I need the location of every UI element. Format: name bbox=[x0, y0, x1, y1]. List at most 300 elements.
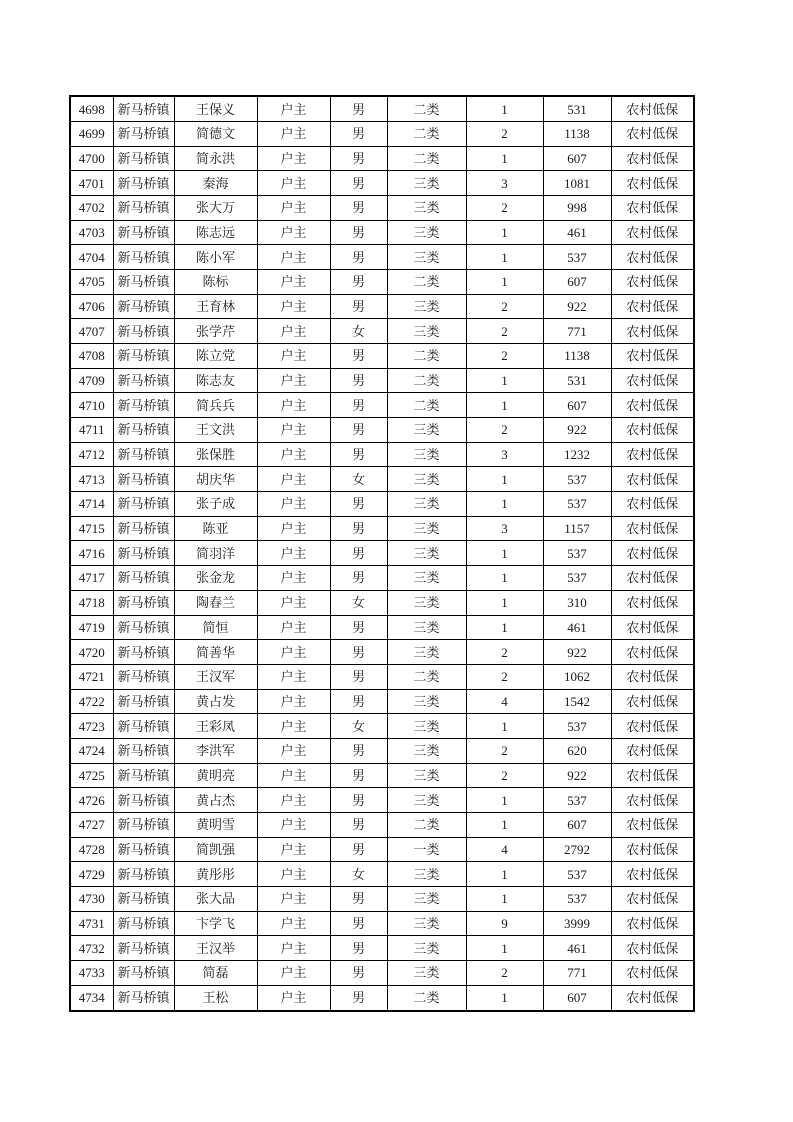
cell-category: 三类 bbox=[387, 911, 466, 936]
cell-name: 陶春兰 bbox=[174, 590, 257, 615]
cell-category: 一类 bbox=[387, 837, 466, 862]
cell-type: 农村低保 bbox=[611, 936, 694, 961]
cell-name: 黄明亮 bbox=[174, 763, 257, 788]
table-row bbox=[70, 689, 694, 714]
cell-gender: 男 bbox=[330, 368, 387, 393]
cell-id: 4717 bbox=[70, 566, 113, 591]
cell-gender: 女 bbox=[330, 319, 387, 344]
cell-name: 胡庆华 bbox=[174, 467, 257, 492]
cell-amount: 607 bbox=[543, 270, 611, 295]
cell-amount: 922 bbox=[543, 763, 611, 788]
table-row bbox=[70, 196, 694, 221]
cell-type: 农村低保 bbox=[611, 442, 694, 467]
cell-name: 陈志友 bbox=[174, 368, 257, 393]
cell-id: 4730 bbox=[70, 886, 113, 911]
cell-relation: 户主 bbox=[257, 590, 330, 615]
table-row bbox=[70, 590, 694, 615]
cell-count: 2 bbox=[466, 738, 543, 763]
cell-name: 简德文 bbox=[174, 122, 257, 147]
cell-category: 二类 bbox=[387, 664, 466, 689]
cell-amount: 537 bbox=[543, 714, 611, 739]
cell-relation: 户主 bbox=[257, 615, 330, 640]
cell-name: 张大万 bbox=[174, 196, 257, 221]
cell-type: 农村低保 bbox=[611, 566, 694, 591]
cell-relation: 户主 bbox=[257, 171, 330, 196]
cell-id: 4700 bbox=[70, 146, 113, 171]
cell-relation: 户主 bbox=[257, 886, 330, 911]
cell-id: 4707 bbox=[70, 319, 113, 344]
cell-town: 新马桥镇 bbox=[113, 541, 174, 566]
cell-amount: 3999 bbox=[543, 911, 611, 936]
cell-town: 新马桥镇 bbox=[113, 936, 174, 961]
cell-category: 二类 bbox=[387, 368, 466, 393]
table-row bbox=[70, 245, 694, 270]
table-row bbox=[70, 294, 694, 319]
cell-count: 1 bbox=[466, 96, 543, 122]
cell-type: 农村低保 bbox=[611, 196, 694, 221]
cell-gender: 男 bbox=[330, 270, 387, 295]
cell-town: 新马桥镇 bbox=[113, 294, 174, 319]
cell-type: 农村低保 bbox=[611, 220, 694, 245]
cell-relation: 户主 bbox=[257, 689, 330, 714]
cell-category: 三类 bbox=[387, 640, 466, 665]
cell-relation: 户主 bbox=[257, 319, 330, 344]
table-body bbox=[70, 96, 694, 1011]
cell-gender: 男 bbox=[330, 541, 387, 566]
cell-town: 新马桥镇 bbox=[113, 442, 174, 467]
cell-count: 2 bbox=[466, 640, 543, 665]
cell-town: 新马桥镇 bbox=[113, 393, 174, 418]
cell-count: 2 bbox=[466, 196, 543, 221]
cell-gender: 男 bbox=[330, 171, 387, 196]
cell-amount: 1062 bbox=[543, 664, 611, 689]
cell-category: 三类 bbox=[387, 738, 466, 763]
cell-category: 三类 bbox=[387, 886, 466, 911]
cell-town: 新马桥镇 bbox=[113, 590, 174, 615]
table-row bbox=[70, 442, 694, 467]
cell-id: 4714 bbox=[70, 492, 113, 517]
cell-amount: 620 bbox=[543, 738, 611, 763]
cell-count: 1 bbox=[466, 590, 543, 615]
table-row bbox=[70, 418, 694, 443]
cell-category: 三类 bbox=[387, 319, 466, 344]
cell-type: 农村低保 bbox=[611, 862, 694, 887]
cell-relation: 户主 bbox=[257, 788, 330, 813]
cell-type: 农村低保 bbox=[611, 615, 694, 640]
cell-id: 4711 bbox=[70, 418, 113, 443]
cell-gender: 男 bbox=[330, 122, 387, 147]
cell-count: 1 bbox=[466, 146, 543, 171]
cell-town: 新马桥镇 bbox=[113, 714, 174, 739]
cell-name: 王汉举 bbox=[174, 936, 257, 961]
cell-amount: 922 bbox=[543, 294, 611, 319]
cell-category: 三类 bbox=[387, 566, 466, 591]
cell-category: 二类 bbox=[387, 812, 466, 837]
cell-category: 三类 bbox=[387, 541, 466, 566]
cell-name: 张大品 bbox=[174, 886, 257, 911]
welfare-roster-table bbox=[69, 95, 695, 1012]
cell-type: 农村低保 bbox=[611, 763, 694, 788]
table-row bbox=[70, 911, 694, 936]
cell-type: 农村低保 bbox=[611, 344, 694, 369]
cell-gender: 男 bbox=[330, 886, 387, 911]
cell-count: 1 bbox=[466, 270, 543, 295]
cell-count: 1 bbox=[466, 467, 543, 492]
cell-count: 1 bbox=[466, 936, 543, 961]
cell-count: 2 bbox=[466, 960, 543, 985]
cell-name: 王保义 bbox=[174, 96, 257, 122]
cell-town: 新马桥镇 bbox=[113, 615, 174, 640]
cell-name: 简羽洋 bbox=[174, 541, 257, 566]
cell-type: 农村低保 bbox=[611, 689, 694, 714]
cell-town: 新马桥镇 bbox=[113, 492, 174, 517]
cell-count: 2 bbox=[466, 319, 543, 344]
cell-town: 新马桥镇 bbox=[113, 171, 174, 196]
cell-town: 新马桥镇 bbox=[113, 196, 174, 221]
table-row bbox=[70, 516, 694, 541]
cell-id: 4732 bbox=[70, 936, 113, 961]
cell-name: 简永洪 bbox=[174, 146, 257, 171]
cell-gender: 女 bbox=[330, 714, 387, 739]
cell-relation: 户主 bbox=[257, 738, 330, 763]
cell-gender: 男 bbox=[330, 245, 387, 270]
cell-relation: 户主 bbox=[257, 294, 330, 319]
cell-name: 卞学飞 bbox=[174, 911, 257, 936]
cell-category: 三类 bbox=[387, 418, 466, 443]
cell-type: 农村低保 bbox=[611, 492, 694, 517]
table-row bbox=[70, 122, 694, 147]
cell-name: 简善华 bbox=[174, 640, 257, 665]
cell-type: 农村低保 bbox=[611, 516, 694, 541]
table-row bbox=[70, 96, 694, 122]
cell-name: 王松 bbox=[174, 985, 257, 1011]
cell-category: 二类 bbox=[387, 344, 466, 369]
cell-id: 4719 bbox=[70, 615, 113, 640]
cell-count: 1 bbox=[466, 812, 543, 837]
cell-gender: 男 bbox=[330, 418, 387, 443]
cell-relation: 户主 bbox=[257, 146, 330, 171]
cell-gender: 男 bbox=[330, 344, 387, 369]
table-row bbox=[70, 492, 694, 517]
cell-town: 新马桥镇 bbox=[113, 146, 174, 171]
cell-relation: 户主 bbox=[257, 368, 330, 393]
cell-gender: 男 bbox=[330, 96, 387, 122]
table-row bbox=[70, 812, 694, 837]
cell-count: 1 bbox=[466, 393, 543, 418]
cell-amount: 771 bbox=[543, 319, 611, 344]
cell-type: 农村低保 bbox=[611, 664, 694, 689]
cell-category: 二类 bbox=[387, 985, 466, 1011]
cell-type: 农村低保 bbox=[611, 590, 694, 615]
cell-gender: 男 bbox=[330, 911, 387, 936]
cell-amount: 771 bbox=[543, 960, 611, 985]
cell-gender: 男 bbox=[330, 837, 387, 862]
cell-amount: 2792 bbox=[543, 837, 611, 862]
table-row bbox=[70, 985, 694, 1011]
cell-count: 2 bbox=[466, 763, 543, 788]
cell-relation: 户主 bbox=[257, 492, 330, 517]
cell-relation: 户主 bbox=[257, 837, 330, 862]
cell-town: 新马桥镇 bbox=[113, 985, 174, 1011]
cell-amount: 537 bbox=[543, 886, 611, 911]
cell-category: 三类 bbox=[387, 763, 466, 788]
cell-category: 三类 bbox=[387, 220, 466, 245]
cell-relation: 户主 bbox=[257, 467, 330, 492]
cell-type: 农村低保 bbox=[611, 812, 694, 837]
table-row bbox=[70, 541, 694, 566]
cell-town: 新马桥镇 bbox=[113, 122, 174, 147]
cell-type: 农村低保 bbox=[611, 270, 694, 295]
cell-category: 三类 bbox=[387, 171, 466, 196]
cell-relation: 户主 bbox=[257, 862, 330, 887]
cell-count: 4 bbox=[466, 689, 543, 714]
table-row bbox=[70, 146, 694, 171]
cell-gender: 男 bbox=[330, 936, 387, 961]
cell-category: 三类 bbox=[387, 714, 466, 739]
cell-count: 1 bbox=[466, 615, 543, 640]
cell-count: 1 bbox=[466, 886, 543, 911]
cell-relation: 户主 bbox=[257, 714, 330, 739]
cell-amount: 461 bbox=[543, 936, 611, 961]
cell-amount: 998 bbox=[543, 196, 611, 221]
table-row bbox=[70, 467, 694, 492]
table-row bbox=[70, 393, 694, 418]
cell-category: 三类 bbox=[387, 245, 466, 270]
cell-town: 新马桥镇 bbox=[113, 788, 174, 813]
cell-name: 王育林 bbox=[174, 294, 257, 319]
cell-town: 新马桥镇 bbox=[113, 270, 174, 295]
cell-amount: 537 bbox=[543, 467, 611, 492]
cell-relation: 户主 bbox=[257, 541, 330, 566]
cell-name: 陈立党 bbox=[174, 344, 257, 369]
cell-relation: 户主 bbox=[257, 344, 330, 369]
cell-relation: 户主 bbox=[257, 911, 330, 936]
cell-count: 2 bbox=[466, 122, 543, 147]
cell-relation: 户主 bbox=[257, 220, 330, 245]
cell-type: 农村低保 bbox=[611, 96, 694, 122]
cell-count: 1 bbox=[466, 566, 543, 591]
cell-id: 4699 bbox=[70, 122, 113, 147]
cell-category: 三类 bbox=[387, 294, 466, 319]
cell-id: 4710 bbox=[70, 393, 113, 418]
table-row bbox=[70, 319, 694, 344]
cell-type: 农村低保 bbox=[611, 738, 694, 763]
cell-type: 农村低保 bbox=[611, 171, 694, 196]
cell-gender: 男 bbox=[330, 492, 387, 517]
cell-count: 2 bbox=[466, 344, 543, 369]
cell-count: 2 bbox=[466, 294, 543, 319]
cell-count: 4 bbox=[466, 837, 543, 862]
cell-relation: 户主 bbox=[257, 245, 330, 270]
cell-gender: 男 bbox=[330, 566, 387, 591]
cell-relation: 户主 bbox=[257, 960, 330, 985]
cell-id: 4724 bbox=[70, 738, 113, 763]
cell-id: 4704 bbox=[70, 245, 113, 270]
cell-amount: 1138 bbox=[543, 122, 611, 147]
table-row bbox=[70, 368, 694, 393]
cell-id: 4709 bbox=[70, 368, 113, 393]
cell-gender: 女 bbox=[330, 590, 387, 615]
cell-id: 4701 bbox=[70, 171, 113, 196]
cell-town: 新马桥镇 bbox=[113, 812, 174, 837]
cell-town: 新马桥镇 bbox=[113, 319, 174, 344]
table-row bbox=[70, 220, 694, 245]
cell-type: 农村低保 bbox=[611, 837, 694, 862]
cell-type: 农村低保 bbox=[611, 146, 694, 171]
cell-amount: 537 bbox=[543, 788, 611, 813]
cell-town: 新马桥镇 bbox=[113, 689, 174, 714]
cell-id: 4723 bbox=[70, 714, 113, 739]
cell-gender: 男 bbox=[330, 393, 387, 418]
cell-gender: 男 bbox=[330, 689, 387, 714]
cell-relation: 户主 bbox=[257, 763, 330, 788]
cell-amount: 1081 bbox=[543, 171, 611, 196]
cell-type: 农村低保 bbox=[611, 985, 694, 1011]
cell-gender: 男 bbox=[330, 220, 387, 245]
cell-relation: 户主 bbox=[257, 393, 330, 418]
cell-amount: 531 bbox=[543, 96, 611, 122]
cell-town: 新马桥镇 bbox=[113, 344, 174, 369]
cell-type: 农村低保 bbox=[611, 640, 694, 665]
cell-town: 新马桥镇 bbox=[113, 862, 174, 887]
cell-count: 1 bbox=[466, 541, 543, 566]
cell-count: 1 bbox=[466, 220, 543, 245]
cell-gender: 男 bbox=[330, 196, 387, 221]
cell-id: 4733 bbox=[70, 960, 113, 985]
cell-type: 农村低保 bbox=[611, 911, 694, 936]
cell-amount: 607 bbox=[543, 985, 611, 1011]
table-row bbox=[70, 936, 694, 961]
cell-category: 三类 bbox=[387, 862, 466, 887]
cell-relation: 户主 bbox=[257, 812, 330, 837]
table-row bbox=[70, 886, 694, 911]
cell-count: 2 bbox=[466, 664, 543, 689]
cell-name: 黄彤彤 bbox=[174, 862, 257, 887]
table-row bbox=[70, 664, 694, 689]
cell-amount: 607 bbox=[543, 146, 611, 171]
cell-amount: 922 bbox=[543, 418, 611, 443]
cell-name: 张金龙 bbox=[174, 566, 257, 591]
table-row bbox=[70, 960, 694, 985]
cell-category: 三类 bbox=[387, 492, 466, 517]
cell-category: 二类 bbox=[387, 146, 466, 171]
cell-relation: 户主 bbox=[257, 640, 330, 665]
cell-gender: 男 bbox=[330, 985, 387, 1011]
cell-name: 张保胜 bbox=[174, 442, 257, 467]
cell-name: 黄明雪 bbox=[174, 812, 257, 837]
cell-gender: 男 bbox=[330, 738, 387, 763]
cell-town: 新马桥镇 bbox=[113, 96, 174, 122]
cell-count: 1 bbox=[466, 368, 543, 393]
cell-category: 三类 bbox=[387, 689, 466, 714]
cell-amount: 1157 bbox=[543, 516, 611, 541]
cell-amount: 537 bbox=[543, 492, 611, 517]
cell-name: 简兵兵 bbox=[174, 393, 257, 418]
cell-gender: 男 bbox=[330, 516, 387, 541]
cell-name: 黄占杰 bbox=[174, 788, 257, 813]
cell-amount: 1542 bbox=[543, 689, 611, 714]
cell-id: 4702 bbox=[70, 196, 113, 221]
cell-count: 3 bbox=[466, 516, 543, 541]
cell-gender: 男 bbox=[330, 960, 387, 985]
table-row bbox=[70, 344, 694, 369]
cell-count: 1 bbox=[466, 245, 543, 270]
cell-relation: 户主 bbox=[257, 664, 330, 689]
cell-amount: 531 bbox=[543, 368, 611, 393]
cell-gender: 男 bbox=[330, 640, 387, 665]
cell-count: 1 bbox=[466, 714, 543, 739]
cell-name: 简磊 bbox=[174, 960, 257, 985]
cell-id: 4715 bbox=[70, 516, 113, 541]
cell-type: 农村低保 bbox=[611, 368, 694, 393]
cell-amount: 537 bbox=[543, 862, 611, 887]
cell-town: 新马桥镇 bbox=[113, 960, 174, 985]
cell-type: 农村低保 bbox=[611, 418, 694, 443]
table-row bbox=[70, 837, 694, 862]
cell-relation: 户主 bbox=[257, 122, 330, 147]
cell-count: 1 bbox=[466, 985, 543, 1011]
cell-amount: 537 bbox=[543, 541, 611, 566]
cell-type: 农村低保 bbox=[611, 245, 694, 270]
cell-category: 三类 bbox=[387, 467, 466, 492]
table-row bbox=[70, 714, 694, 739]
cell-id: 4708 bbox=[70, 344, 113, 369]
cell-count: 2 bbox=[466, 418, 543, 443]
cell-category: 二类 bbox=[387, 270, 466, 295]
table-row bbox=[70, 763, 694, 788]
cell-name: 陈小军 bbox=[174, 245, 257, 270]
cell-relation: 户主 bbox=[257, 516, 330, 541]
cell-category: 三类 bbox=[387, 442, 466, 467]
cell-relation: 户主 bbox=[257, 418, 330, 443]
cell-gender: 男 bbox=[330, 763, 387, 788]
cell-type: 农村低保 bbox=[611, 467, 694, 492]
cell-amount: 461 bbox=[543, 615, 611, 640]
cell-town: 新马桥镇 bbox=[113, 640, 174, 665]
cell-category: 三类 bbox=[387, 615, 466, 640]
cell-relation: 户主 bbox=[257, 196, 330, 221]
cell-type: 农村低保 bbox=[611, 294, 694, 319]
cell-category: 三类 bbox=[387, 936, 466, 961]
cell-town: 新马桥镇 bbox=[113, 516, 174, 541]
cell-type: 农村低保 bbox=[611, 122, 694, 147]
cell-id: 4718 bbox=[70, 590, 113, 615]
cell-relation: 户主 bbox=[257, 566, 330, 591]
cell-gender: 女 bbox=[330, 862, 387, 887]
cell-amount: 1232 bbox=[543, 442, 611, 467]
cell-name: 陈亚 bbox=[174, 516, 257, 541]
cell-type: 农村低保 bbox=[611, 886, 694, 911]
cell-category: 二类 bbox=[387, 122, 466, 147]
cell-amount: 461 bbox=[543, 220, 611, 245]
cell-type: 农村低保 bbox=[611, 393, 694, 418]
cell-name: 陈志远 bbox=[174, 220, 257, 245]
cell-amount: 537 bbox=[543, 566, 611, 591]
cell-count: 3 bbox=[466, 442, 543, 467]
cell-amount: 922 bbox=[543, 640, 611, 665]
cell-category: 三类 bbox=[387, 590, 466, 615]
cell-type: 农村低保 bbox=[611, 541, 694, 566]
cell-town: 新马桥镇 bbox=[113, 220, 174, 245]
cell-type: 农村低保 bbox=[611, 319, 694, 344]
cell-id: 4725 bbox=[70, 763, 113, 788]
cell-town: 新马桥镇 bbox=[113, 467, 174, 492]
cell-category: 三类 bbox=[387, 196, 466, 221]
cell-amount: 607 bbox=[543, 393, 611, 418]
cell-amount: 607 bbox=[543, 812, 611, 837]
cell-id: 4716 bbox=[70, 541, 113, 566]
cell-town: 新马桥镇 bbox=[113, 418, 174, 443]
